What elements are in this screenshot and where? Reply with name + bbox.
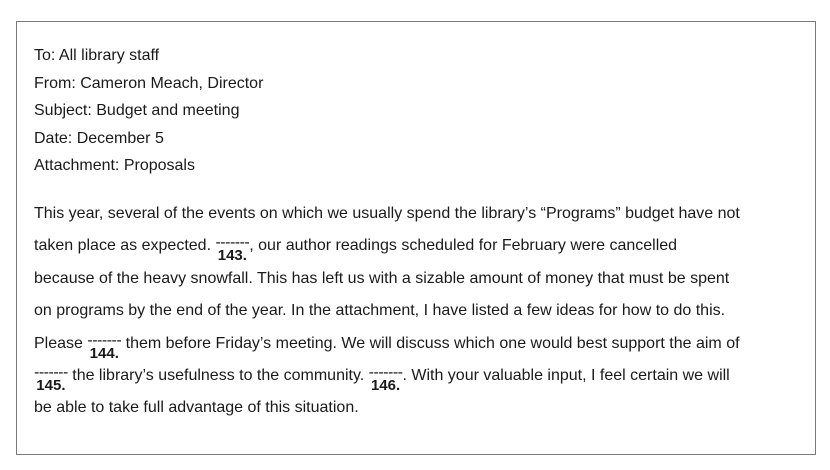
memo-attachment: Attachment: Proposals — [34, 157, 195, 174]
body-line: be able to take full advantage of this situation. — [34, 399, 359, 417]
body-text: the library’s usefulness to the community. — [67, 366, 369, 384]
question-number-144: 144. — [89, 344, 119, 362]
body-text: , our author readings scheduled for February were cancelled — [249, 237, 678, 255]
question-number-145: 145. — [36, 376, 66, 394]
blank-146[interactable] — [369, 360, 403, 392]
body-line: on programs by the end of the year. In the attachment, I have listed a few ideas for how to do this. — [34, 302, 726, 320]
memo-date: Date: December 5 — [34, 129, 164, 147]
body-line — [34, 230, 814, 265]
body-text: Please — [34, 334, 88, 352]
body-line: This year, several of the events on which we usually spend the library’s “Programs” budget have not — [34, 205, 740, 222]
blank-144[interactable] — [87, 328, 121, 360]
blank-145[interactable] — [34, 360, 68, 392]
memo-from: From: Cameron Meach, Director — [34, 74, 264, 92]
blank-marker: ------- — [87, 331, 122, 349]
memo-header — [34, 42, 263, 180]
body-line: because of the heavy snowfall. This has left us with a sizable amount of money that must be spent — [34, 269, 730, 287]
memo-body — [34, 198, 814, 425]
blank-marker: ------- — [34, 363, 68, 381]
question-number-146: 146. — [370, 376, 401, 394]
blank-143[interactable] — [215, 230, 250, 265]
memo-subject: Subject: Budget and meeting — [34, 102, 240, 119]
blank-marker: ------- — [215, 234, 250, 252]
memo-to: To: All library staff — [34, 47, 160, 64]
body-line — [34, 360, 814, 392]
body-line — [34, 328, 814, 360]
body-text: them before Friday’s meeting. We will discuss which one would best support the aim of — [121, 334, 740, 352]
body-text: . With your valuable input, I feel certain we will — [402, 366, 730, 384]
question-number-143: 143. — [217, 247, 247, 265]
blank-marker: ------- — [368, 363, 403, 381]
body-text: taken place as expected. — [34, 237, 216, 255]
